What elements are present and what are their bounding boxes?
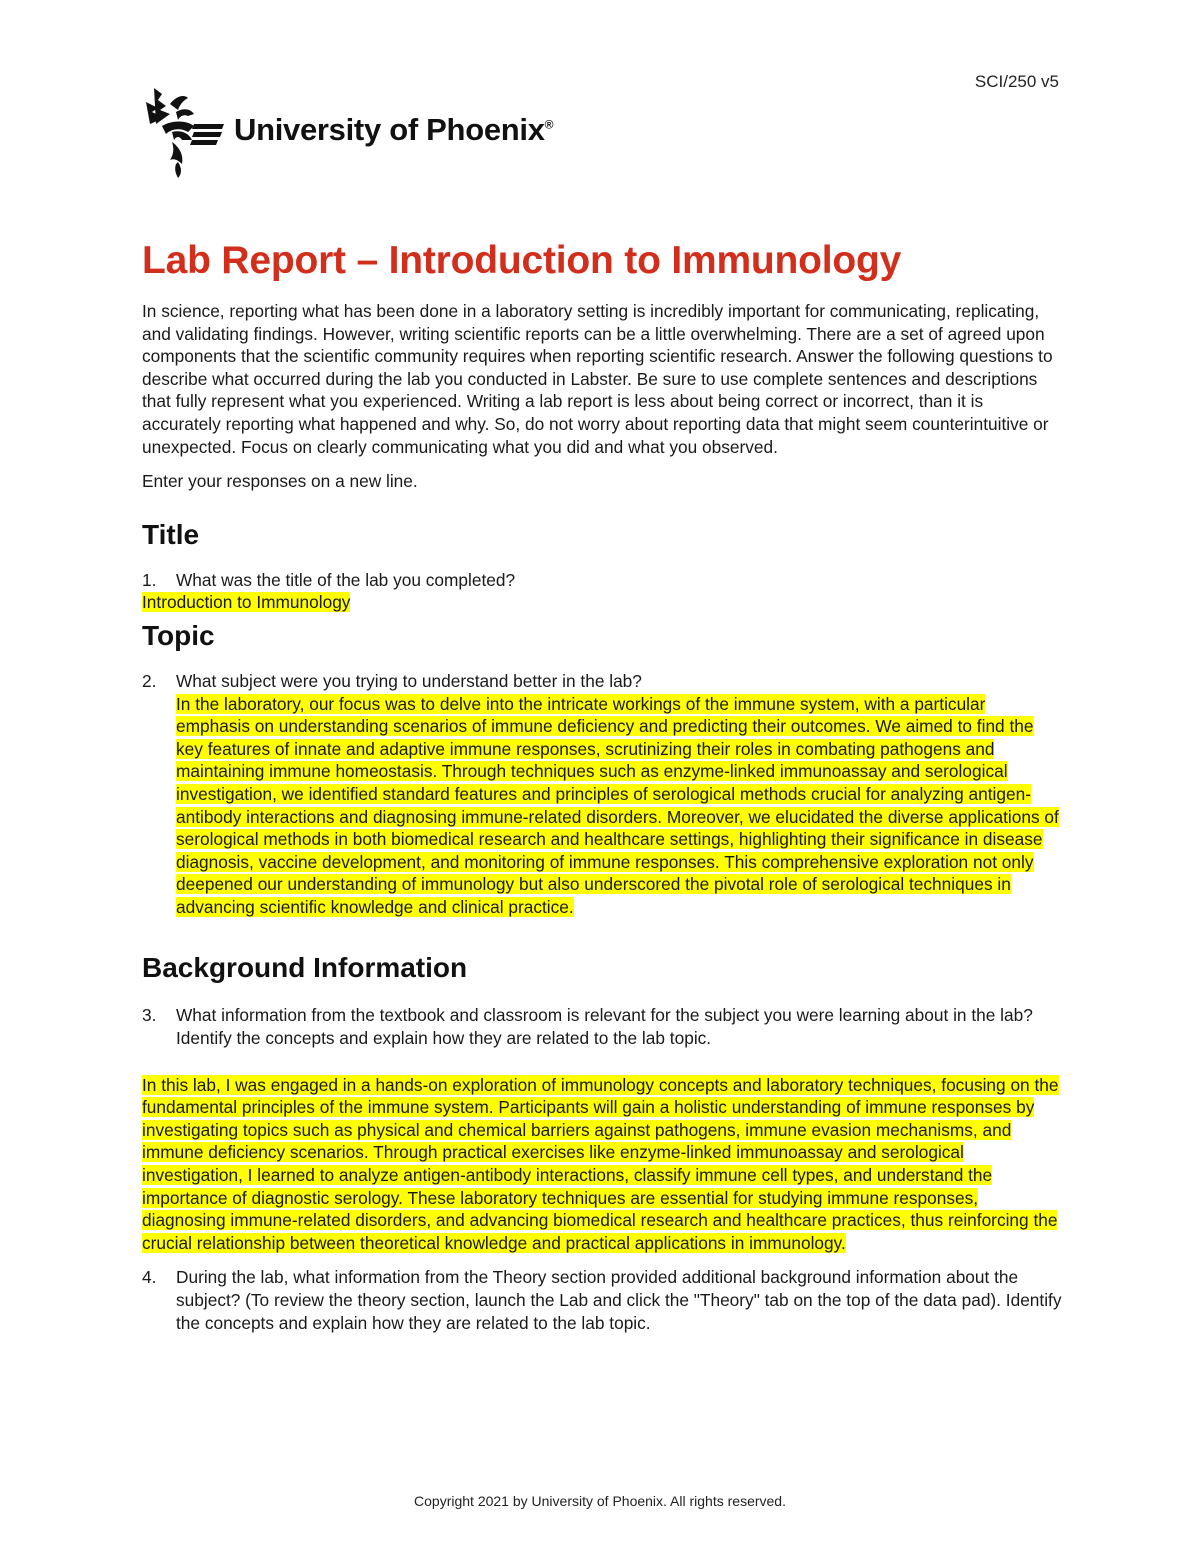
section-heading-topic: Topic	[142, 619, 215, 651]
logo-wordmark-text: University of Phoenix	[234, 112, 545, 147]
intro-paragraph: In science, reporting what has been done in a laboratory setting is incredibly important for communicating, replicating, and validating findings. However, writing scientific reports can be a little overwhelming. There are a set of agreed upon components that the scientific community requires when reporting scientific research. Answer the following questions to describe what occurred during the lab you conducted in Labster. Be sure to use complete sentences and descriptions that fully represent what you experienced. Writing a lab report is less about being correct or incorrect, than it is accurately reporting what happened and why. So, do not worry about reporting data that might seem counterintuitive or unexpected. Focus on clearly communicating what you did and what you observed.	[142, 301, 1053, 457]
page-title: Lab Report – Introduction to Immunology	[142, 239, 902, 282]
question-number: 2.	[142, 670, 157, 691]
question-2	[142, 670, 1062, 919]
question-block	[176, 670, 1062, 919]
answer-2[interactable]: In the laboratory, our focus was to delve into the intricate workings of the immune system, with a particular emphasis on understanding scenarios of immune deficiency and predicting their outcomes. We aimed to find the key features of innate and adaptive immune responses, scrutinizing their roles in combating pathogens and maintaining immune homeostasis. Through techniques such as enzyme-linked immunoassay and serological investigation, we identified standard features and principles of serological methods crucial for analyzing antigen-antibody interactions and diagnosing immune-related disorders. Moreover, we elucidated the diverse applications of serological methods in both biomedical research and healthcare settings, highlighting their significance in disease diagnosis, vaccine development, and monitoring of immune responses. This comprehensive exploration not only deepened our understanding of immunology but also underscored the pivotal role of serological techniques in advancing scientific knowledge and clinical practice.	[176, 693, 1059, 917]
registered-mark: ®	[544, 117, 554, 132]
document-body	[142, 236, 1062, 1334]
question-text: What subject were you trying to understand better in the lab?	[176, 670, 642, 691]
phoenix-bird-icon	[142, 84, 226, 180]
question-number: 1.	[142, 569, 157, 590]
copyright-footer: Copyright 2021 by University of Phoenix. All rights reserved.	[414, 1493, 786, 1509]
logo-wordmark	[234, 112, 553, 148]
question-text: What was the title of the lab you completed?	[176, 569, 516, 590]
section-heading-title: Title	[142, 518, 200, 550]
question-3	[142, 1004, 1062, 1049]
question-1	[142, 569, 1062, 592]
question-4	[142, 1266, 1062, 1334]
question-number: 3.	[142, 1005, 157, 1026]
question-number: 4.	[142, 1267, 157, 1288]
document-code: SCI/250 v5	[974, 72, 1059, 91]
answer-1[interactable]: Introduction to Immunology	[142, 592, 351, 613]
question-text: During the lab, what information from the Theory section provided additional background information about the subject? (To review the theory section, launch the Lab and click the "Theory" tab on the top of the data pad). Identify the concepts and explain how they are related to the lab topic.	[176, 1267, 1062, 1333]
section-heading-background: Background Information	[142, 952, 468, 984]
answer-3[interactable]: In this lab, I was engaged in a hands-on exploration of immunology concepts and laboratory techniques, focusing on the fundamental principles of the immune system. Participants will gain a holistic understanding of immune responses by investigating topics such as physical and chemical barriers against pathogens, immune evasion mechanisms, and immune deficiency scenarios. Through practical exercises like enzyme-linked immunoassay and serological investigation, I learned to analyze antigen-antibody interactions, classify immune cell types, and understand the importance of diagnostic serology. These laboratory techniques are essential for studying immune responses, diagnosing immune-related disorders, and advancing biomedical research and healthcare practices, thus reinforcing the crucial relationship between theoretical knowledge and practical applications in immunology.	[142, 1074, 1059, 1253]
instruction-text: Enter your responses on a new line.	[142, 471, 418, 492]
question-text: What information from the textbook and classroom is relevant for the subject you were learning about in the lab? Identify the concepts and explain how they are related to the lab topic.	[176, 1005, 1033, 1049]
university-logo	[142, 84, 553, 180]
